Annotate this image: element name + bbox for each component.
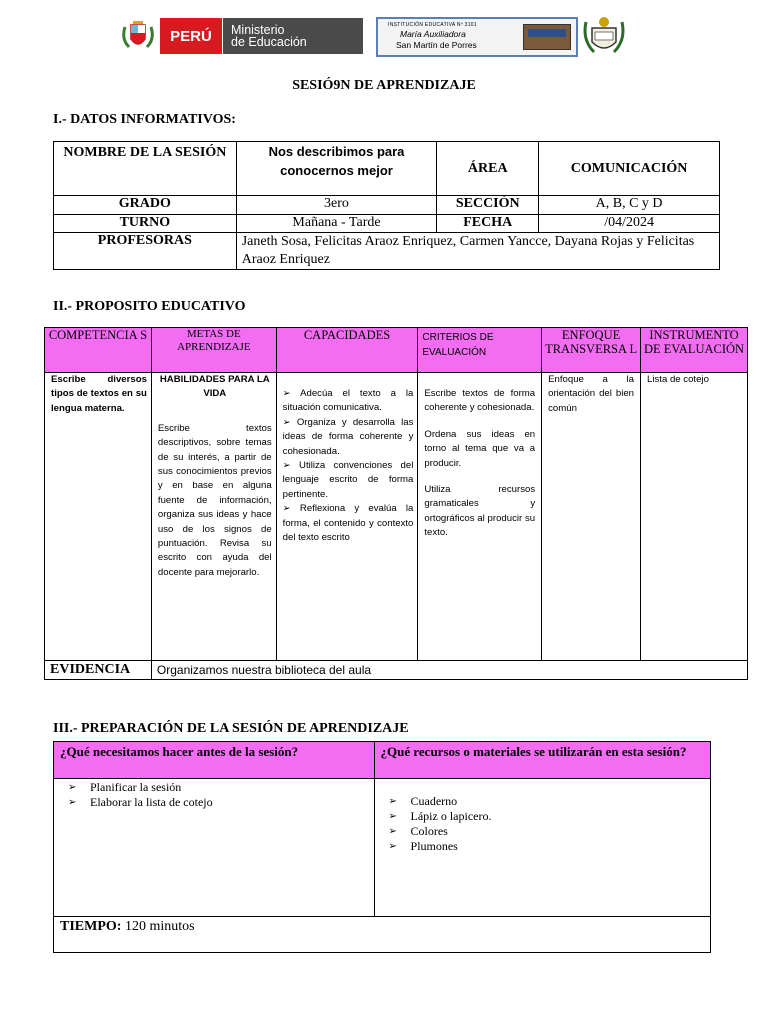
section1-heading: I.- DATOS INFORMATIVOS: <box>53 112 236 127</box>
grado-value: 3ero <box>236 196 437 215</box>
antes-list <box>54 780 374 810</box>
list-item: ➢ Cuaderno <box>389 794 710 809</box>
criterio-item: Utiliza recursos gramaticales y ortográficos al producir su texto. <box>424 484 536 539</box>
header-instrumento: INSTRUMENTO DE EVALUACIÓN <box>641 328 748 373</box>
list-item: ➢ Planificar la sesión <box>68 780 374 795</box>
proposito-educativo-table <box>44 327 748 680</box>
school-line3: San Martín de Porres <box>396 40 477 50</box>
header-enfoque: ENFOQUE TRANSVERSA L <box>542 328 641 373</box>
capacidad-item: ➢ Organiza y desarrolla las ideas de forma coherente y cohesionada. <box>282 416 414 457</box>
antes-de-sesion-cell <box>54 779 375 917</box>
peru-ministry-logo <box>118 18 370 54</box>
recursos-list <box>375 794 710 854</box>
school-logo <box>376 17 578 57</box>
list-item: ➢ Plumones <box>389 839 710 854</box>
recursos-cell <box>374 779 710 917</box>
area-value: COMUNICACIÓN <box>539 142 720 196</box>
section2-heading: II.- PROPOSITO EDUCATIVO <box>53 299 246 314</box>
header-competencias: COMPETENCIA S <box>45 328 152 373</box>
metas-cell <box>151 373 276 661</box>
section3-heading: III.- PREPARACIÓN DE LA SESIÓN DE APRENDIZAJE <box>53 721 409 736</box>
capacidad-item: ➢ Adecúa el texto a la situación comunicativa. <box>282 388 414 414</box>
profesoras-value: Janeth Sosa, Felicitas Araoz Enriquez, Carmen Yancce, Dayana Rojas y Felicitas Araoz Enriquez <box>236 233 719 270</box>
fecha-label: FECHA <box>437 215 539 233</box>
nombre-value: Nos describimos para conocernos mejor <box>236 142 437 196</box>
capacidad-item: ➢ Reflexiona y evalúa la forma, el contenido y contexto del texto escrito <box>282 503 414 544</box>
ministry-line2: de Educación <box>231 35 307 49</box>
school-crest-icon <box>580 16 628 56</box>
metas-text: Escribe textos descriptivos, sobre temas de su interés, a partir de sus conocimientos previos y en base en alguna fuente de información, organiza sus ideas y hace uso de los signos de puntuación. Revisa su escrito con ayuda del docente para mejorarlo. <box>157 422 272 578</box>
school-line1: INSTITUCIÓN EDUCATIVA Nº 3101 <box>388 22 477 28</box>
preparacion-col2-header: ¿Qué recursos o materiales se utilizarán en esta sesión? <box>374 742 710 779</box>
page-title: SESIÓ9N DE APRENDIZAJE <box>292 78 476 93</box>
preparacion-col1-header: ¿Qué necesitamos hacer antes de la sesión? <box>54 742 375 779</box>
datos-informativos-table <box>53 141 720 270</box>
nombre-label: NOMBRE DE LA SESIÓN <box>54 142 237 196</box>
turno-label: TURNO <box>54 215 237 233</box>
instrumento-cell: Lista de cotejo <box>641 373 748 661</box>
tiempo-cell <box>54 917 711 953</box>
ministry-label <box>222 18 363 54</box>
evidencia-label: EVIDENCIA <box>45 661 152 680</box>
competencia-cell: Escribe diversos tipos de textos en su lengua materna. <box>45 373 152 661</box>
tiempo-label: TIEMPO: <box>60 919 122 934</box>
grado-label: GRADO <box>54 196 237 215</box>
seccion-value: A, B, C y D <box>539 196 720 215</box>
metas-title: HABILIDADES PARA LA VIDA <box>159 374 270 400</box>
capacidad-item: ➢ Utiliza convenciones del lenguaje escrito de forma pertinente. <box>282 460 414 500</box>
list-item: ➢ Lápiz o lapicero. <box>389 809 710 824</box>
header-capacidades: CAPACIDADES <box>276 328 418 373</box>
peru-coat-of-arms-icon <box>118 18 158 54</box>
peru-label: PERÚ <box>160 18 222 54</box>
capacidades-cell <box>276 373 418 661</box>
turno-value: Mañana - Tarde <box>236 215 437 233</box>
school-building-icon <box>523 24 571 50</box>
fecha-value: /04/2024 <box>539 215 720 233</box>
list-item: ➢ Elaborar la lista de cotejo <box>68 795 374 810</box>
profesoras-label: PROFESORAS <box>54 233 237 270</box>
seccion-label: SECCIÓN <box>437 196 539 215</box>
enfoque-cell: Enfoque a la orientación del bien común <box>542 373 641 661</box>
tiempo-value: 120 minutos <box>124 919 195 934</box>
criterio-item: Ordena sus ideas en torno al tema que va a producir. <box>424 428 536 469</box>
criterio-item: Escribe textos de forma coherente y cohesionada. <box>424 388 536 414</box>
evidencia-value: Organizamos nuestra biblioteca del aula <box>151 661 747 680</box>
ministry-line1: Ministerio <box>231 23 285 37</box>
criterios-cell <box>418 373 542 661</box>
header-metas: METAS DE APRENDIZAJE <box>151 328 276 373</box>
preparacion-table <box>53 741 711 953</box>
header-criterios: CRITERIOS DE EVALUACIÓN <box>418 328 542 373</box>
area-label: ÁREA <box>437 142 539 196</box>
list-item: ➢ Colores <box>389 824 710 839</box>
school-line2: María Auxiliadora <box>400 29 466 39</box>
